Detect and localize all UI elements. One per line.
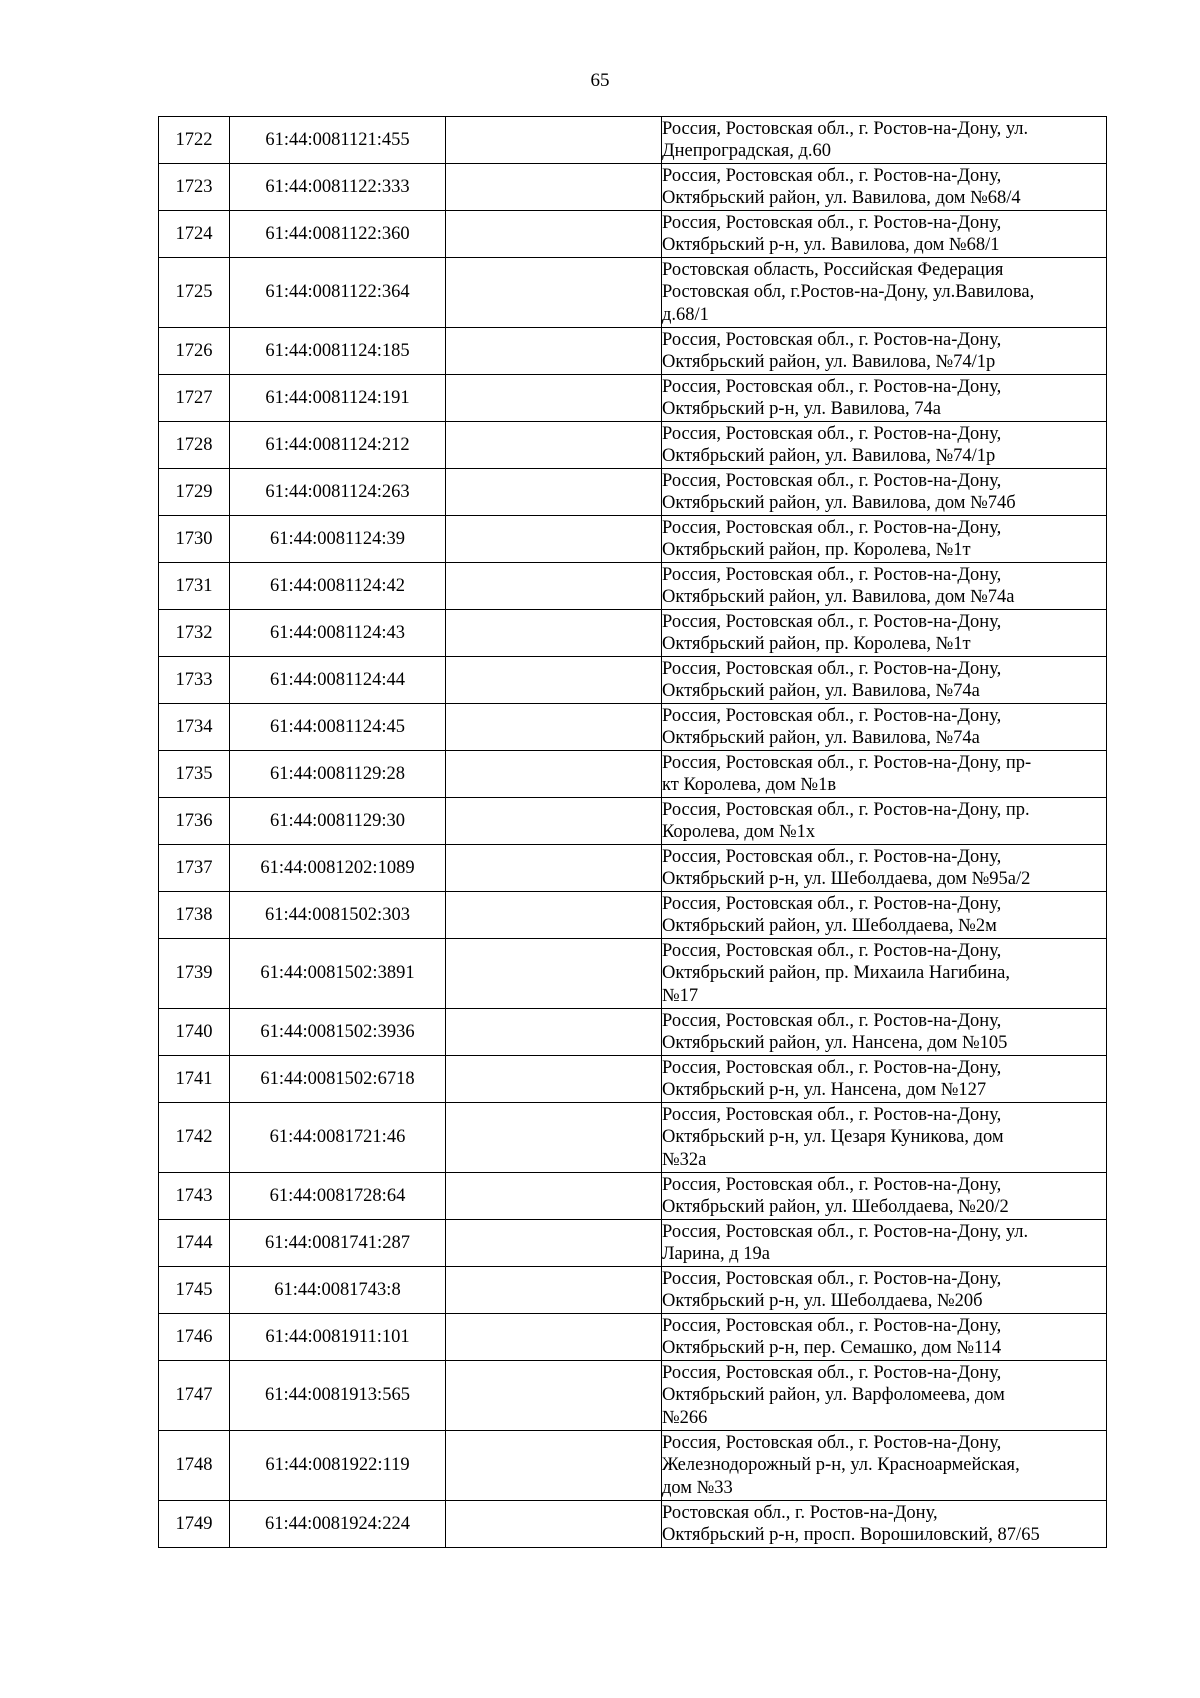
address-cell	[662, 892, 1107, 939]
cadastral-number: 61:44:0081728:64	[230, 1173, 446, 1220]
cadastral-number: 61:44:0081122:364	[230, 258, 446, 328]
row-number: 1743	[159, 1173, 230, 1220]
address-line: Октябрьский р-н, ул. Вавилова, 74а	[662, 399, 941, 419]
address-line: Ростовская область, Российская Федерация	[662, 259, 1004, 280]
address-line: Россия, Ростовская обл., г. Ростов-на-Дону,	[662, 1315, 1002, 1336]
table-row	[159, 704, 1107, 751]
table-row	[159, 1056, 1107, 1103]
address-line: кт Королева, дом №1в	[662, 775, 837, 795]
empty-cell	[446, 1220, 662, 1267]
cadastral-number: 61:44:0081502:303	[230, 892, 446, 939]
address-line: Россия, Ростовская обл., г. Ростов-на-Дону,	[662, 1432, 1002, 1453]
address-line: Октябрьский р-н, ул. Цезаря Куникова, дом	[662, 1127, 1004, 1148]
row-number: 1744	[159, 1220, 230, 1267]
address-line: Октябрьский район, пр. Королева, №1т	[662, 634, 971, 654]
table-row	[159, 610, 1107, 657]
row-number: 1748	[159, 1431, 230, 1501]
table-row	[159, 375, 1107, 422]
address-cell	[662, 939, 1107, 1009]
cadastral-number: 61:44:0081124:45	[230, 704, 446, 751]
address-line: №32а	[662, 1149, 707, 1170]
row-number: 1738	[159, 892, 230, 939]
address-cell	[662, 1009, 1107, 1056]
address-line: Россия, Ростовская обл., г. Ростов-на-Дону,	[662, 470, 1002, 491]
row-number: 1739	[159, 939, 230, 1009]
address-line: Россия, Ростовская обл., г. Ростов-на-Дону, пр.	[662, 799, 1030, 820]
cadastral-number: 61:44:0081913:565	[230, 1361, 446, 1431]
address-line: Россия, Ростовская обл., г. Ростов-на-Дону,	[662, 893, 1002, 914]
cadastral-number: 61:44:0081124:43	[230, 610, 446, 657]
address-line: Октябрьский р-н, просп. Ворошиловский, 87/65	[662, 1525, 1040, 1545]
cadastral-number: 61:44:0081124:44	[230, 657, 446, 704]
empty-cell	[446, 610, 662, 657]
row-number: 1726	[159, 328, 230, 375]
table-row	[159, 1501, 1107, 1548]
table-row	[159, 845, 1107, 892]
address-line: Октябрьский р-н, ул. Нансена, дом №127	[662, 1080, 987, 1100]
cadastral-number: 61:44:0081502:3936	[230, 1009, 446, 1056]
table-row	[159, 422, 1107, 469]
address-line: №266	[662, 1407, 708, 1428]
address-line: Железнодорожный р-н, ул. Красноармейская,	[662, 1455, 1020, 1476]
address-line: Королева, дом №1х	[662, 822, 816, 842]
address-cell	[662, 164, 1107, 211]
table-row	[159, 1173, 1107, 1220]
address-line: Россия, Ростовская обл., г. Ростов-на-Дону,	[662, 705, 1002, 726]
address-line: Октябрьский район, ул. Вавилова, №74а	[662, 681, 980, 701]
row-number: 1724	[159, 211, 230, 258]
address-line: Октябрьский район, ул. Варфоломеева, дом	[662, 1385, 1005, 1406]
address-line: Россия, Ростовская обл., г. Ростов-на-Дону,	[662, 658, 1002, 679]
table-row	[159, 516, 1107, 563]
address-line: Октябрьский район, ул. Вавилова, дом №74б	[662, 493, 1016, 513]
row-number: 1722	[159, 117, 230, 164]
cadastral-number: 61:44:0081124:191	[230, 375, 446, 422]
empty-cell	[446, 1314, 662, 1361]
page-number: 65	[590, 70, 610, 91]
empty-cell	[446, 845, 662, 892]
empty-cell	[446, 704, 662, 751]
row-number: 1745	[159, 1267, 230, 1314]
address-line: Октябрьский район, ул. Шеболдаева, №2м	[662, 916, 997, 936]
address-line: Октябрьский район, пр. Михаила Нагибина,	[662, 963, 1010, 984]
cadastral-number: 61:44:0081121:455	[230, 117, 446, 164]
empty-cell	[446, 563, 662, 610]
address-line: д.68/1	[662, 304, 709, 325]
empty-cell	[446, 258, 662, 328]
address-line: Октябрьский район, ул. Вавилова, №74/1р	[662, 352, 996, 372]
cadastral-number: 61:44:0081122:360	[230, 211, 446, 258]
address-line: Россия, Ростовская обл., г. Ростов-на-Дону,	[662, 1010, 1002, 1031]
cadastral-number: 61:44:0081202:1089	[230, 845, 446, 892]
empty-cell	[446, 1056, 662, 1103]
address-cell	[662, 798, 1107, 845]
cadastral-table	[158, 116, 1107, 1548]
address-line: Россия, Ростовская обл., г. Ростов-на-Дону,	[662, 212, 1002, 233]
cadastral-number: 61:44:0081741:287	[230, 1220, 446, 1267]
address-line: Октябрьский р-н, ул. Шеболдаева, №20б	[662, 1291, 983, 1311]
address-cell	[662, 657, 1107, 704]
address-line: Россия, Ростовская обл., г. Ростов-на-Дону,	[662, 1057, 1002, 1078]
table-row	[159, 798, 1107, 845]
row-number: 1729	[159, 469, 230, 516]
cadastral-number: 61:44:0081124:42	[230, 563, 446, 610]
address-line: Россия, Ростовская обл., г. Ростов-на-Дону,	[662, 1104, 1002, 1125]
address-cell	[662, 845, 1107, 892]
address-line: Россия, Ростовская обл., г. Ростов-на-Дону, ул.	[662, 118, 1029, 139]
address-line: Россия, Ростовская обл., г. Ростов-на-Дону,	[662, 1362, 1002, 1383]
empty-cell	[446, 657, 662, 704]
address-line: Россия, Ростовская обл., г. Ростов-на-Дону,	[662, 329, 1002, 350]
cadastral-number: 61:44:0081122:333	[230, 164, 446, 211]
cadastral-number: 61:44:0081124:212	[230, 422, 446, 469]
address-cell	[662, 704, 1107, 751]
address-cell	[662, 1173, 1107, 1220]
table-row	[159, 328, 1107, 375]
address-line: Октябрьский район, ул. Вавилова, №74а	[662, 728, 980, 748]
address-cell	[662, 1103, 1107, 1173]
table-row	[159, 1431, 1107, 1501]
empty-cell	[446, 1267, 662, 1314]
table-row	[159, 563, 1107, 610]
cadastral-number: 61:44:0081721:46	[230, 1103, 446, 1173]
table-row	[159, 751, 1107, 798]
table-row	[159, 1314, 1107, 1361]
row-number: 1723	[159, 164, 230, 211]
address-line: Россия, Ростовская обл., г. Ростов-на-Дону,	[662, 564, 1002, 585]
address-line: Октябрьский р-н, ул. Шеболдаева, дом №95а/2	[662, 869, 1031, 889]
empty-cell	[446, 751, 662, 798]
address-line: Октябрьский р-н, пер. Семашко, дом №114	[662, 1338, 1002, 1358]
address-cell	[662, 751, 1107, 798]
address-line: дом №33	[662, 1477, 733, 1498]
address-cell	[662, 1431, 1107, 1501]
row-number: 1746	[159, 1314, 230, 1361]
address-cell	[662, 211, 1107, 258]
row-number: 1730	[159, 516, 230, 563]
address-line: Россия, Ростовская обл., г. Ростов-на-Дону,	[662, 165, 1002, 186]
empty-cell	[446, 164, 662, 211]
row-number: 1727	[159, 375, 230, 422]
address-cell	[662, 375, 1107, 422]
row-number: 1735	[159, 751, 230, 798]
empty-cell	[446, 1103, 662, 1173]
row-number: 1736	[159, 798, 230, 845]
table-row	[159, 211, 1107, 258]
row-number: 1732	[159, 610, 230, 657]
empty-cell	[446, 1431, 662, 1501]
cadastral-number: 61:44:0081124:39	[230, 516, 446, 563]
cadastral-number: 61:44:0081502:6718	[230, 1056, 446, 1103]
row-number: 1725	[159, 258, 230, 328]
address-cell	[662, 1220, 1107, 1267]
table-row	[159, 469, 1107, 516]
empty-cell	[446, 1009, 662, 1056]
row-number: 1737	[159, 845, 230, 892]
empty-cell	[446, 211, 662, 258]
table-row	[159, 1267, 1107, 1314]
address-line: Россия, Ростовская обл., г. Ростов-на-Дону,	[662, 1268, 1002, 1289]
row-number: 1731	[159, 563, 230, 610]
address-line: Россия, Ростовская обл., г. Ростов-на-Дону,	[662, 423, 1002, 444]
cadastral-number: 61:44:0081502:3891	[230, 939, 446, 1009]
address-cell	[662, 1501, 1107, 1548]
address-line: Россия, Ростовская обл., г. Ростов-на-Дону,	[662, 517, 1002, 538]
address-cell	[662, 328, 1107, 375]
address-cell	[662, 1056, 1107, 1103]
address-line: Россия, Ростовская обл., г. Ростов-на-Дону,	[662, 846, 1002, 867]
address-cell	[662, 117, 1107, 164]
table-body	[159, 117, 1107, 1548]
address-line: Россия, Ростовская обл., г. Ростов-на-Дону,	[662, 376, 1002, 397]
empty-cell	[446, 1501, 662, 1548]
address-line: Ларина, д 19а	[662, 1244, 771, 1264]
address-cell	[662, 258, 1107, 328]
table-row	[159, 117, 1107, 164]
address-line: Россия, Ростовская обл., г. Ростов-на-Дону,	[662, 1174, 1002, 1195]
row-number: 1733	[159, 657, 230, 704]
address-cell	[662, 422, 1107, 469]
address-line: Ростовская обл., г. Ростов-на-Дону,	[662, 1502, 938, 1523]
empty-cell	[446, 328, 662, 375]
empty-cell	[446, 422, 662, 469]
cadastral-number: 61:44:0081124:263	[230, 469, 446, 516]
address-cell	[662, 516, 1107, 563]
address-line: Россия, Ростовская обл., г. Ростов-на-Дону,	[662, 611, 1002, 632]
table-row	[159, 1009, 1107, 1056]
table-row	[159, 164, 1107, 211]
empty-cell	[446, 798, 662, 845]
table-row	[159, 1361, 1107, 1431]
table-row	[159, 892, 1107, 939]
address-line: Россия, Ростовская обл., г. Ростов-на-Дону, ул.	[662, 1221, 1029, 1242]
address-cell	[662, 1361, 1107, 1431]
empty-cell	[446, 1361, 662, 1431]
address-cell	[662, 469, 1107, 516]
address-line: Днепроградская, д.60	[662, 141, 832, 161]
cadastral-number: 61:44:0081129:28	[230, 751, 446, 798]
address-line: Октябрьский район, ул. Вавилова, дом №68/4	[662, 188, 1021, 208]
empty-cell	[446, 117, 662, 164]
row-number: 1742	[159, 1103, 230, 1173]
row-number: 1728	[159, 422, 230, 469]
address-cell	[662, 610, 1107, 657]
row-number: 1734	[159, 704, 230, 751]
address-line: Октябрьский р-н, ул. Вавилова, дом №68/1	[662, 235, 1000, 255]
empty-cell	[446, 375, 662, 422]
row-number: 1740	[159, 1009, 230, 1056]
table-row	[159, 939, 1107, 1009]
cadastral-number: 61:44:0081924:224	[230, 1501, 446, 1548]
empty-cell	[446, 939, 662, 1009]
row-number: 1741	[159, 1056, 230, 1103]
cadastral-number: 61:44:0081129:30	[230, 798, 446, 845]
table-row	[159, 258, 1107, 328]
address-line: Ростовская обл, г.Ростов-на-Дону, ул.Вавилова,	[662, 282, 1035, 303]
address-line: №17	[662, 985, 699, 1006]
address-line: Октябрьский район, ул. Вавилова, дом №74а	[662, 587, 1015, 607]
address-cell	[662, 1314, 1107, 1361]
address-line: Октябрьский район, ул. Шеболдаева, №20/2	[662, 1197, 1009, 1217]
empty-cell	[446, 892, 662, 939]
address-line: Октябрьский район, ул. Вавилова, №74/1р	[662, 446, 996, 466]
table-row	[159, 1103, 1107, 1173]
empty-cell	[446, 516, 662, 563]
row-number: 1749	[159, 1501, 230, 1548]
row-number: 1747	[159, 1361, 230, 1431]
cadastral-number: 61:44:0081743:8	[230, 1267, 446, 1314]
cadastral-number: 61:44:0081922:119	[230, 1431, 446, 1501]
address-line: Октябрьский район, пр. Королева, №1т	[662, 540, 971, 560]
empty-cell	[446, 1173, 662, 1220]
table-row	[159, 657, 1107, 704]
cadastral-number: 61:44:0081124:185	[230, 328, 446, 375]
table-row	[159, 1220, 1107, 1267]
address-line: Россия, Ростовская обл., г. Ростов-на-Дону,	[662, 940, 1002, 961]
cadastral-number: 61:44:0081911:101	[230, 1314, 446, 1361]
address-cell	[662, 563, 1107, 610]
address-line: Октябрьский район, ул. Нансена, дом №105	[662, 1033, 1008, 1053]
address-cell	[662, 1267, 1107, 1314]
address-line: Россия, Ростовская обл., г. Ростов-на-Дону, пр-	[662, 752, 1032, 773]
empty-cell	[446, 469, 662, 516]
